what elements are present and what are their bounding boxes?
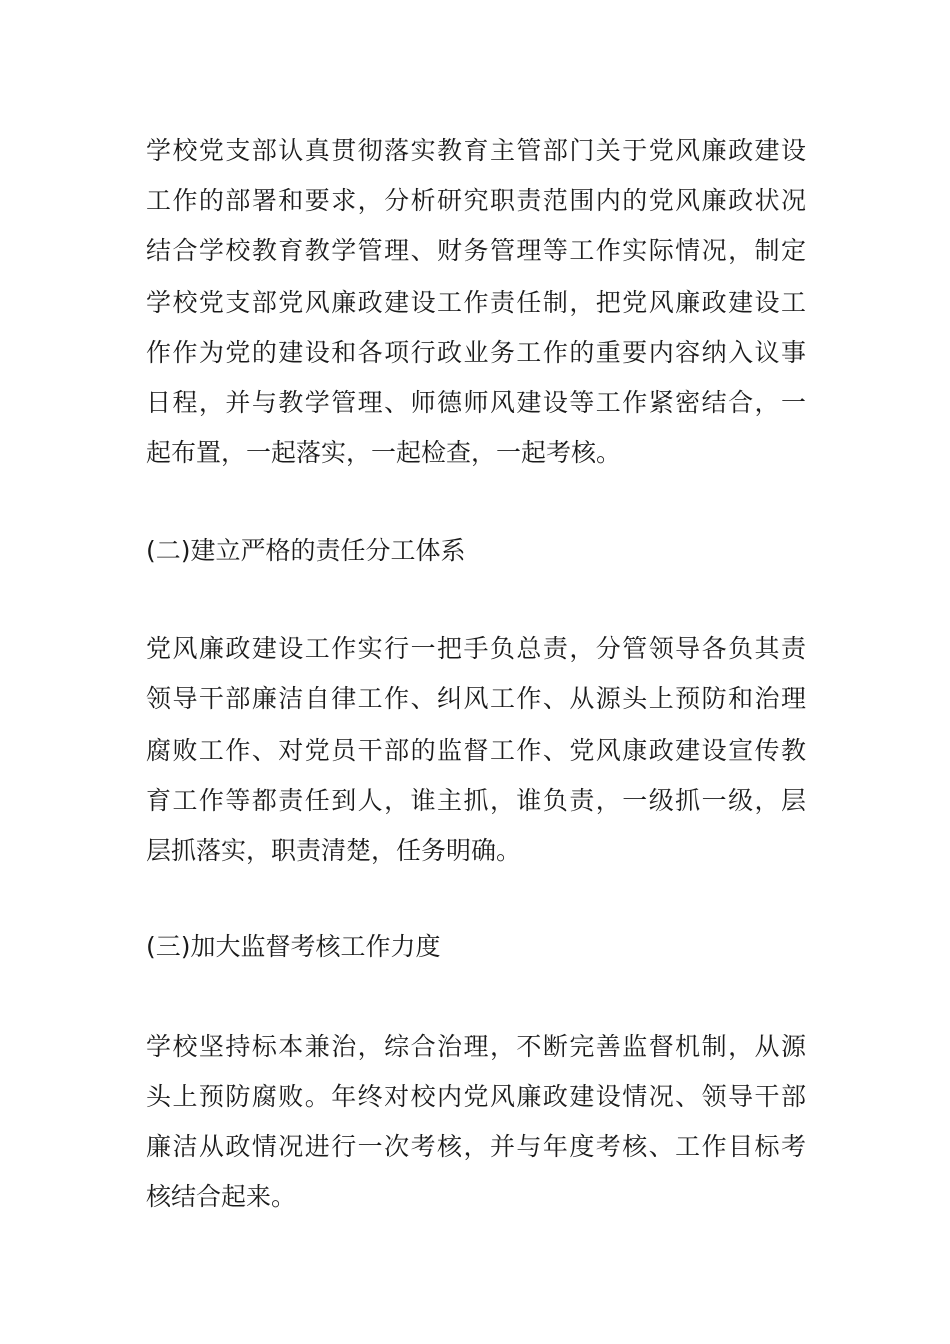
section-heading-2: (二)建立严格的责任分工体系 <box>146 536 466 565</box>
paragraph-line: 核结合起来。 <box>146 1182 297 1211</box>
paragraph-line: 学校党支部认真贯彻落实教育主管部门关于党风廉政建设 <box>146 136 806 165</box>
paragraph-line: 学校坚持标本兼治，综合治理，不断完善监督机制，从源 <box>146 1032 806 1061</box>
paragraph-line: 结合学校教育教学管理、财务管理等工作实际情况，制定 <box>146 236 806 265</box>
paragraph-line: 育工作等都责任到人，谁主抓，谁负责，一级抓一级，层 <box>146 786 806 815</box>
section-heading-3: (三)加大监督考核工作力度 <box>146 932 441 961</box>
paragraph-line: 头上预防腐败。年终对校内党风廉政建设情况、领导干部 <box>146 1082 806 1111</box>
paragraph-line: 党风廉政建设工作实行一把手负总责，分管领导各负其责 <box>146 634 806 663</box>
paragraph-line: 作作为党的建设和各项行政业务工作的重要内容纳入议事 <box>146 338 806 367</box>
paragraph-line: 层抓落实，职责清楚，任务明确。 <box>146 836 522 865</box>
paragraph-line: 起布置，一起落实，一起检查，一起考核。 <box>146 438 622 467</box>
paragraph-line: 领导干部廉洁自律工作、纠风工作、从源头上预防和治理 <box>146 684 806 713</box>
paragraph-line: 学校党支部党风廉政建设工作责任制，把党风廉政建设工 <box>146 288 806 317</box>
paragraph-line: 工作的部署和要求，分析研究职责范围内的党风廉政状况 <box>146 186 806 215</box>
paragraph-line: 腐败工作、对党员干部的监督工作、党风康政建设宣传教 <box>146 736 806 765</box>
paragraph-line: 廉洁从政情况进行一次考核，并与年度考核、工作目标考 <box>146 1132 806 1161</box>
paragraph-line: 日程，并与教学管理、师德师风建设等工作紧密结合，一 <box>146 388 806 417</box>
